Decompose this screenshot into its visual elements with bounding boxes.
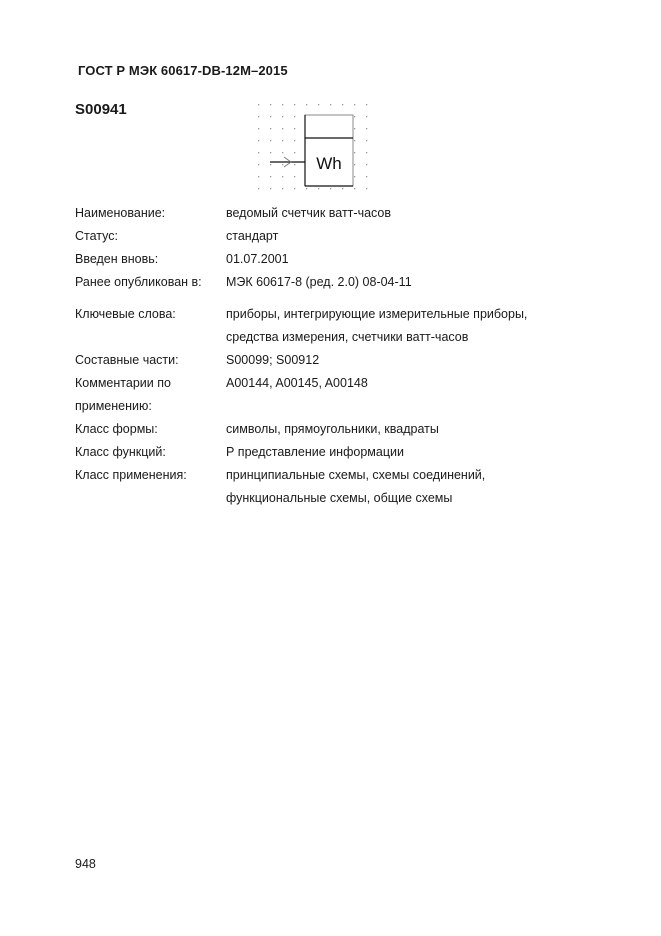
property-value-line: принципиальные схемы, схемы соединений, [226, 468, 486, 482]
property-value [226, 349, 319, 372]
property-value [226, 303, 527, 349]
properties-table [75, 202, 527, 510]
property-value-line: ведомый счетчик ватт-часов [226, 206, 392, 220]
property-value [226, 464, 485, 510]
property-row-name [75, 202, 527, 225]
property-value-line: стандарт [226, 229, 279, 243]
property-row-function-class [75, 441, 527, 464]
property-row-introduced [75, 248, 527, 271]
property-label: Введен вновь: [75, 252, 159, 266]
property-label: Класс применения: [75, 468, 187, 482]
property-value-line: средства измерения, счетчики ватт-часов [226, 330, 469, 344]
property-label-line: Комментарии по [75, 376, 171, 390]
property-label: Класс функций: [75, 445, 166, 459]
property-value-line: S00099; S00912 [226, 353, 320, 367]
property-row-components [75, 349, 527, 372]
property-value-line: приборы, интегрирующие измерительные приборы, [226, 307, 528, 321]
property-row-application-class [75, 464, 527, 510]
property-label: Статус: [75, 229, 118, 243]
property-value [226, 248, 289, 271]
property-label: Составные части: [75, 353, 179, 367]
property-value-line: МЭК 60617-8 (ред. 2.0) 08-04-11 [226, 275, 412, 289]
property-value [226, 202, 391, 225]
property-value-line: функциональные схемы, общие схемы [226, 491, 453, 505]
property-label: Наименование: [75, 206, 166, 220]
property-value [226, 418, 439, 441]
document-standard-title: ГОСТ Р МЭК 60617-DB-12M–2015 [78, 63, 288, 78]
property-label: Класс формы: [75, 422, 158, 436]
property-value [226, 441, 404, 464]
wh-label: Wh [316, 154, 342, 173]
page-number: 948 [75, 857, 96, 871]
property-value-line: A00144, A00145, A00148 [226, 376, 368, 390]
property-row-status [75, 225, 527, 248]
symbol-id: S00941 [75, 101, 127, 118]
property-value [226, 225, 278, 248]
property-value [226, 271, 412, 294]
property-value-line: 01.07.2001 [226, 252, 289, 266]
property-row-previously-published [75, 271, 527, 294]
property-row-shape-class [75, 418, 527, 441]
property-row-application-notes [75, 372, 527, 418]
property-label-line: применению: [75, 399, 152, 413]
property-value-line: символы, прямоугольники, квадраты [226, 422, 439, 436]
property-label [75, 372, 226, 418]
property-label: Ключевые слова: [75, 307, 176, 321]
property-label: Ранее опубликован в: [75, 275, 202, 289]
symbol-figure [252, 98, 370, 200]
watt-hour-meter-icon [252, 98, 370, 200]
property-value [226, 372, 368, 418]
property-value-line: Р представление информации [226, 445, 404, 459]
property-row-keywords [75, 303, 527, 349]
